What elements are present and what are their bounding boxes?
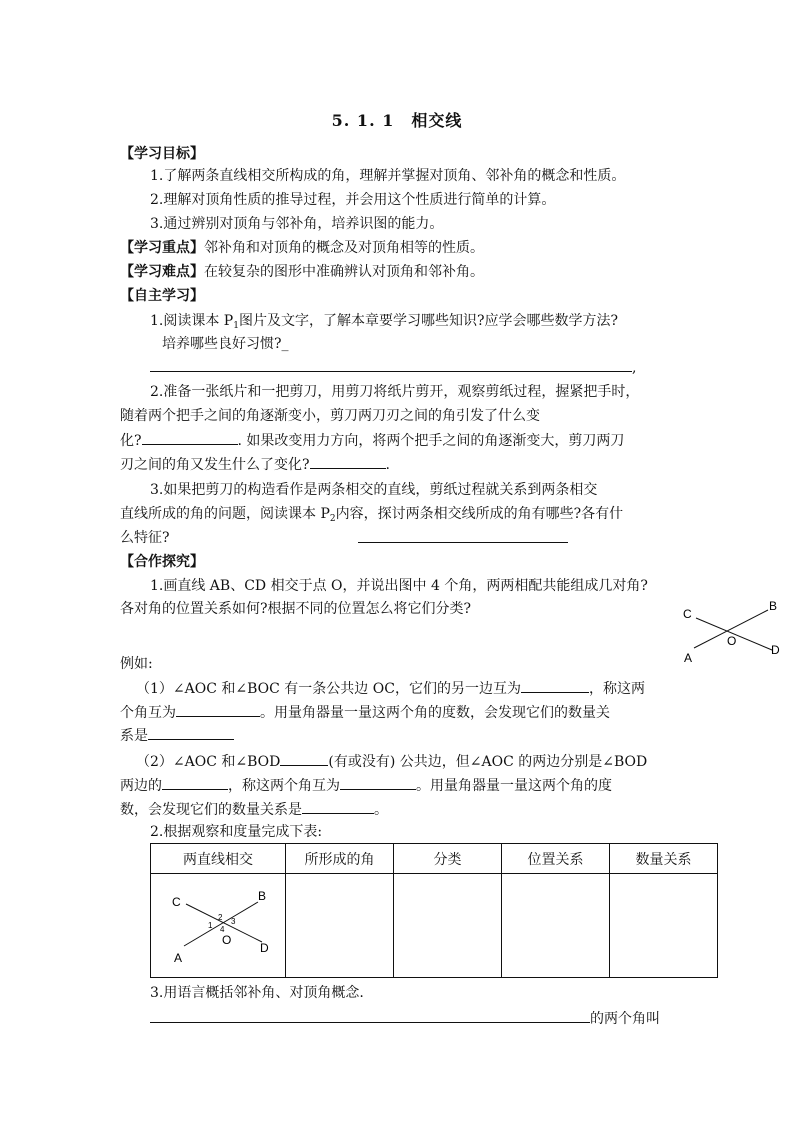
goal-item: 3.通过辨别对顶角与邻补角，培养识图的能力。 xyxy=(150,216,444,232)
self-q1-text: 图片及文字，了解本章要学习哪些知识?应学会哪些数学方法? xyxy=(238,313,618,329)
self-q1-line2: 培养哪些良好习惯?_ xyxy=(162,336,289,352)
coop-q3: 3.用语言概括邻补角、对顶角概念. xyxy=(150,985,364,1001)
self-q3-text: 内容，探讨两条相交线所成的角有哪些?各有什 xyxy=(335,506,624,522)
goals-header: 【学习目标】 xyxy=(120,146,204,162)
coop-q1-line1: 1.画直线 AB、CD 相交于点 O，并说出图中 4 个角，两两相配共能组成几对角? xyxy=(150,578,648,594)
label-c: C xyxy=(683,607,692,621)
answer-blank[interactable] xyxy=(358,528,568,543)
ex2-text: （2）∠AOC 和∠BOD xyxy=(136,754,281,770)
table-header-row xyxy=(151,844,718,874)
ex1-text: ，称这两 xyxy=(588,681,645,697)
ex1-text: （1）∠AOC 和∠BOC 有一条公共边 OC，它们的另一边互为 xyxy=(136,681,521,697)
observation-table xyxy=(150,843,718,978)
key-header: 【学习重点】 xyxy=(120,240,204,256)
difficulty-text: 在较复杂的图形中准确辨认对顶角和邻补角。 xyxy=(204,264,484,280)
ex2-text: 两边的 xyxy=(120,778,162,794)
label-b: B xyxy=(769,599,778,613)
answer-blank[interactable] xyxy=(302,799,374,814)
answer-blank[interactable] xyxy=(280,751,328,766)
ex1-text: 个角互为 xyxy=(120,705,176,721)
label-o: O xyxy=(222,932,232,947)
table-header-cell: 所形成的角 xyxy=(286,844,394,874)
table-header-cell: 位置关系 xyxy=(502,844,610,874)
period: . xyxy=(385,457,390,473)
table-input-cell[interactable] xyxy=(394,874,502,978)
answer-blank[interactable] xyxy=(162,775,228,790)
comma: , xyxy=(632,360,637,376)
self-q1-text: 1.阅读课本 P xyxy=(150,313,234,329)
angle-number: 1 xyxy=(208,920,213,930)
self-q2-line4 xyxy=(120,454,390,475)
answer-blank[interactable] xyxy=(150,1008,590,1023)
difficulty-header: 【学习难点】 xyxy=(120,264,204,280)
intersecting-lines-figure xyxy=(676,596,788,668)
key-text: 邻补角和对顶角的概念及对顶角相等的性质。 xyxy=(204,240,484,256)
answer-blank[interactable] xyxy=(142,430,238,445)
ex2-text: (有或没有) 公共边，但∠AOC 的两边分别是∠BOD xyxy=(328,754,648,770)
ex1-text: 。用量角器量一量这两个角的度数，会发现它们的数量关 xyxy=(260,705,610,721)
ex2-text: 。用量角器量一量这两个角的度 xyxy=(416,778,612,794)
coop-q3-line2 xyxy=(150,1008,660,1029)
answer-blank[interactable] xyxy=(148,725,234,740)
table-input-cell[interactable] xyxy=(610,874,718,978)
self-q2-text: 化? xyxy=(120,433,142,449)
self-q1-answer xyxy=(150,357,636,378)
subscript: 2 xyxy=(329,514,336,524)
self-q1-line1 xyxy=(150,311,618,336)
coop-q1-line2: 各对角的位置关系如何?根据不同的位置怎么将它们分类? xyxy=(120,601,472,617)
subscript: 1 xyxy=(233,321,239,331)
answer-blank[interactable] xyxy=(176,702,260,717)
self-q2-line3 xyxy=(120,430,624,451)
self-q3-line3: 么特征? xyxy=(120,530,170,546)
angle-number: 3 xyxy=(231,916,236,926)
ex1-line1 xyxy=(136,678,645,699)
angle-number: 2 xyxy=(218,912,223,922)
ex2-line1 xyxy=(136,751,647,772)
coop-q2: 2.根据观察和度量完成下表: xyxy=(150,824,323,840)
period: 。 xyxy=(374,802,388,818)
ex2-line3 xyxy=(120,799,388,820)
self-study-header: 【自主学习】 xyxy=(120,288,204,304)
table-header-cell: 分类 xyxy=(394,844,502,874)
key-points xyxy=(120,238,484,258)
ex2-text: ，称这两个角互为 xyxy=(228,778,340,794)
table-input-cell[interactable] xyxy=(502,874,610,978)
label-a: A xyxy=(174,950,183,964)
self-q2-text: . 如果改变用力方向，将两个把手之间的角逐渐变大，剪刀两刀 xyxy=(237,433,625,449)
coop-header: 【合作探究】 xyxy=(120,554,204,570)
answer-blank[interactable] xyxy=(340,775,416,790)
example-label: 例如: xyxy=(120,656,153,672)
self-q3-line2 xyxy=(120,504,623,529)
self-q2-text: 刃之间的角又发生什么了变化? xyxy=(120,457,310,473)
table-header-cell: 两直线相交 xyxy=(151,844,286,874)
label-o: O xyxy=(727,634,737,648)
ex1-line2 xyxy=(120,702,610,723)
table-input-cell[interactable] xyxy=(286,874,394,978)
angle-number: 4 xyxy=(220,924,225,934)
answer-blank[interactable] xyxy=(310,454,386,469)
difficulty-points xyxy=(120,262,484,282)
label-a: A xyxy=(684,651,693,665)
label-d: D xyxy=(771,643,780,657)
self-q3-line1: 3.如果把剪刀的构造看作是两条相交的直线，剪纸过程就关系到两条相交 xyxy=(150,482,598,498)
self-q2-line2: 随着两个把手之间的角逐渐变小，剪刀两刀刃之间的角引发了什么变 xyxy=(120,408,540,424)
label-c: C xyxy=(172,894,181,909)
answer-blank[interactable] xyxy=(150,357,632,372)
table-header-cell: 数量关系 xyxy=(610,844,718,874)
goal-item: 2.理解对顶角性质的推导过程，并会用这个性质进行简单的计算。 xyxy=(150,192,556,208)
table-figure-cell xyxy=(151,874,286,978)
page-title: 5. 1. 1 相交线 xyxy=(331,111,463,130)
label-b: B xyxy=(258,888,267,903)
table-row xyxy=(151,874,718,978)
answer-blank[interactable] xyxy=(521,678,589,693)
goal-item: 1.了解两条直线相交所构成的角，理解并掌握对顶角、邻补角的概念和性质。 xyxy=(150,168,626,184)
table-intersecting-lines-figure xyxy=(158,884,278,964)
label-d: D xyxy=(260,940,269,955)
coop-q3-text: 的两个角叫 xyxy=(590,1011,660,1027)
self-q3-text: 直线所成的角的问题，阅读课本 P xyxy=(120,506,330,522)
ex1-line3 xyxy=(120,725,234,746)
ex1-text: 系是 xyxy=(120,728,148,744)
ex2-line2 xyxy=(120,775,612,796)
self-q2-line1: 2.准备一张纸片和一把剪刀，用剪刀将纸片剪开，观察剪纸过程，握紧把手时， xyxy=(150,384,640,400)
ex2-text: 数，会发现它们的数量关系是 xyxy=(120,802,302,818)
